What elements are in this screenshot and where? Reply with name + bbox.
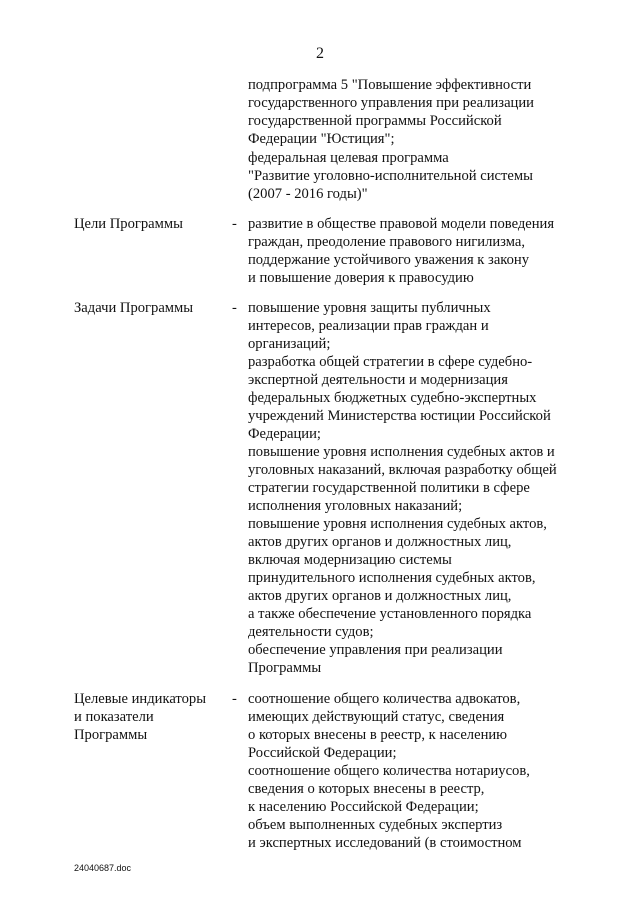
goals-line: и повышение доверия к правосудию — [248, 270, 474, 286]
tasks-line: обеспечение управления при реализации — [248, 642, 503, 658]
indicators-line: соотношение общего количества нотариусов, — [248, 763, 530, 779]
intro-line: подпрограмма 5 "Повышение эффективности — [248, 77, 532, 93]
indicators-line: сведения о которых внесены в реестр, — [248, 781, 485, 797]
tasks-line: а также обеспечение установленного порядка — [248, 606, 532, 622]
indicators-line: и экспертных исследований (в стоимостном — [248, 835, 522, 851]
tasks-line: учреждений Министерства юстиции Российской — [248, 408, 551, 424]
section-dash: - — [232, 691, 237, 707]
tasks-line: уголовных наказаний, включая разработку общей — [248, 462, 557, 478]
section-dash: - — [232, 300, 237, 316]
tasks-line: повышение уровня исполнения судебных актов, — [248, 516, 547, 532]
tasks-line: федеральных бюджетных судебно-экспертных — [248, 390, 537, 406]
section-dash: - — [232, 216, 237, 232]
section-label-goals: Цели Программы — [74, 216, 183, 232]
indicators-line: соотношение общего количества адвокатов, — [248, 691, 521, 707]
intro-line: (2007 - 2016 годы)" — [248, 186, 368, 202]
tasks-line: включая модернизацию системы — [248, 552, 452, 568]
intro-line: Федерации "Юстиция"; — [248, 131, 395, 147]
tasks-line: актов других органов и должностных лиц, — [248, 588, 512, 604]
intro-line: "Развитие уголовно-исполнительной системы — [248, 168, 533, 184]
goals-line: граждан, преодоление правового нигилизма, — [248, 234, 526, 250]
goals-line: развитие в обществе правовой модели поведения — [248, 216, 555, 232]
indicators-line: объем выполненных судебных экспертиз — [248, 817, 503, 833]
section-label-tasks: Задачи Программы — [74, 300, 194, 316]
tasks-line: повышение уровня защиты публичных — [248, 300, 491, 316]
tasks-line: Федерации; — [248, 426, 321, 442]
indicators-line: имеющих действующий статус, сведения — [248, 709, 505, 725]
tasks-line: исполнения уголовных наказаний; — [248, 498, 463, 514]
tasks-line: стратегии государственной политики в сфере — [248, 480, 530, 496]
goals-line: поддержание устойчивого уважения к закону — [248, 252, 530, 268]
page-number: 2 — [316, 45, 324, 62]
tasks-line: Программы — [248, 660, 322, 676]
section-label-indicators: Целевые индикаторы — [74, 691, 207, 707]
tasks-line: организаций; — [248, 336, 331, 352]
tasks-line: принудительного исполнения судебных актов, — [248, 570, 536, 586]
file-name-footer: 24040687.doc — [74, 863, 132, 873]
tasks-line: актов других органов и должностных лиц, — [248, 534, 512, 550]
tasks-line: деятельности судов; — [248, 624, 374, 640]
intro-line: государственного управления при реализации — [248, 95, 534, 111]
tasks-line: экспертной деятельности и модернизация — [248, 372, 508, 388]
tasks-line: интересов, реализации прав граждан и — [248, 318, 489, 334]
indicators-line: о которых внесены в реестр, к населению — [248, 727, 508, 743]
section-label-indicators: и показатели — [74, 709, 154, 725]
tasks-line: разработка общей стратегии в сфере судебно- — [248, 354, 533, 370]
tasks-line: повышение уровня исполнения судебных актов и — [248, 444, 555, 460]
indicators-line: к населению Российской Федерации; — [248, 799, 479, 815]
indicators-line: Российской Федерации; — [248, 745, 397, 761]
intro-line: федеральная целевая программа — [248, 150, 449, 166]
section-label-indicators: Программы — [74, 727, 148, 743]
intro-line: государственной программы Российской — [248, 113, 502, 129]
